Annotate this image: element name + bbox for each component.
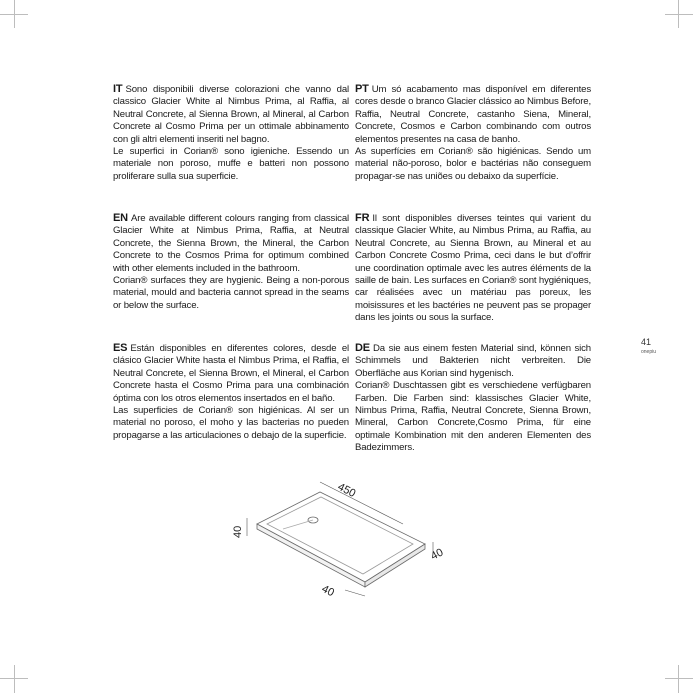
crop-mark [678, 665, 679, 693]
paragraph: Le superfici in Corian® sono igieniche. Essendo un materiale non poroso, muffe e batteri non possono proliferare sulla sua superficie. [113, 146, 349, 182]
shower-tray-diagram [225, 478, 465, 603]
crop-mark [0, 14, 28, 15]
paragraph-text: Están disponibles en diferentes colores, desde el clásico Glacier White hasta el Nimbus Prima, el Raffia, el Neutral Concrete, el Sienna Brown, el Mineral, el Carbon Concrete hasta el Cosmo Prima para una combinación óptima con los otros elementos insertados en el baño. [113, 343, 349, 404]
language-code: EN [113, 212, 128, 224]
crop-mark [665, 678, 693, 679]
paragraph-text: Il sont disponibles diverses teintes qui varient du classique Glacier White, au Nimbus Prima, au Raffia, au Neutral Concrete, au Sienna Brown, au Mineral et au Carbon Concrete Cosmo Prima, ceci dans le but d’offrir une coordination optimale avec les autres éléments de la saille de bain. Les surfaces en Corian® sont hygiéniques, car réalisées avec un matériau pas poreux, les moisissures et les bactéries ne peuvent pas se propager dans les joints ou sous la surface. [355, 213, 591, 324]
language-code: FR [355, 212, 370, 224]
paragraph-text: Um só acabamento mas disponível em diferentes cores desde o branco Glacier clássico ao Nimbus Before, Raffia, Neutral Concrete, castanho Siena, Mineral, Concrete, Cosmos e Carbon combinando com outros elementos presentes na casa de banho. [355, 84, 591, 145]
page-folio [641, 337, 671, 355]
dimension-left-label: 40 [232, 525, 244, 538]
language-code: PT [355, 83, 369, 95]
tray-outline [257, 492, 425, 587]
text-block-fr [355, 212, 591, 325]
paragraph [355, 83, 591, 146]
paragraph [113, 83, 349, 146]
text-block-it [113, 83, 349, 183]
folio-label: onepiu [641, 349, 657, 355]
paragraph: As superfícies em Corian® são higiénicas. Sendo um material não-poroso, bolor e bactérias não conseguem propagar-se nas uniões ou debaixo da superfície. [355, 146, 591, 182]
dimension-bottom-label: 40 [319, 582, 337, 600]
dimension-top-label: 450 [335, 480, 358, 501]
paragraph [113, 342, 349, 405]
text-block-en [113, 212, 349, 312]
page-number: 41 [641, 337, 652, 347]
paragraph: Corian® surfaces they are hygienic. Being a non-porous material, mould and bacteria cannot spread in the seams or below the surface. [113, 275, 349, 311]
text-block-pt [355, 83, 591, 183]
language-code: IT [113, 83, 123, 95]
paragraph-text: Sono disponibili diverse colorazioni che vanno dal classico Glacier White al Nimbus Prima, al Raffia, al Neutral Concrete, al Sienna Brown, al Mineral, al Carbon Concrete al Cosmo Prima per un ottimale abbinamento con gli altri elementi inseriti nel bagno. [113, 84, 349, 145]
paragraph-text: Are available different colours ranging from classical Glacier White at Nimbus Prima, Raffia, at Neutral Concrete, the Sienna Brown, the Mineral, the Carbon Concrete to the Cosmos Prima for optimum combined with other elements included in the bathroom. [113, 213, 349, 274]
language-code: DE [355, 342, 370, 354]
dimension-right-label: 40 [428, 546, 446, 563]
crop-mark [665, 14, 693, 15]
crop-mark [14, 665, 15, 693]
paragraph: Las superficies de Corian® son higiénicas. Al ser un material no poroso, el moho y las bacterias no pueden propagarse a las articulaciones o debajo de la superficie. [113, 405, 349, 441]
paragraph [355, 212, 591, 325]
text-block-de [355, 342, 591, 455]
crop-mark [0, 678, 28, 679]
language-code: ES [113, 342, 128, 354]
text-block-es [113, 342, 349, 442]
paragraph: Corian® Duschtassen gibt es verschiedene verfügbaren Farben. Die Farben sind: klassisches Glacier White, Nimbus Prima, Raffia, Neutral Concrete, Sienna Brown, Mineral, Carbon Concrete,Cosmo Prima, für eine optimale Kombination mit den anderen Elementen des Badezimmers. [355, 380, 591, 454]
paragraph-text: Da sie aus einem festen Material sind, können sich Schimmels und Bakterien nicht verbreiten. Die Oberfläche aus Korian sind hygenisch. [355, 343, 591, 379]
paragraph [355, 342, 591, 380]
paragraph [113, 212, 349, 275]
